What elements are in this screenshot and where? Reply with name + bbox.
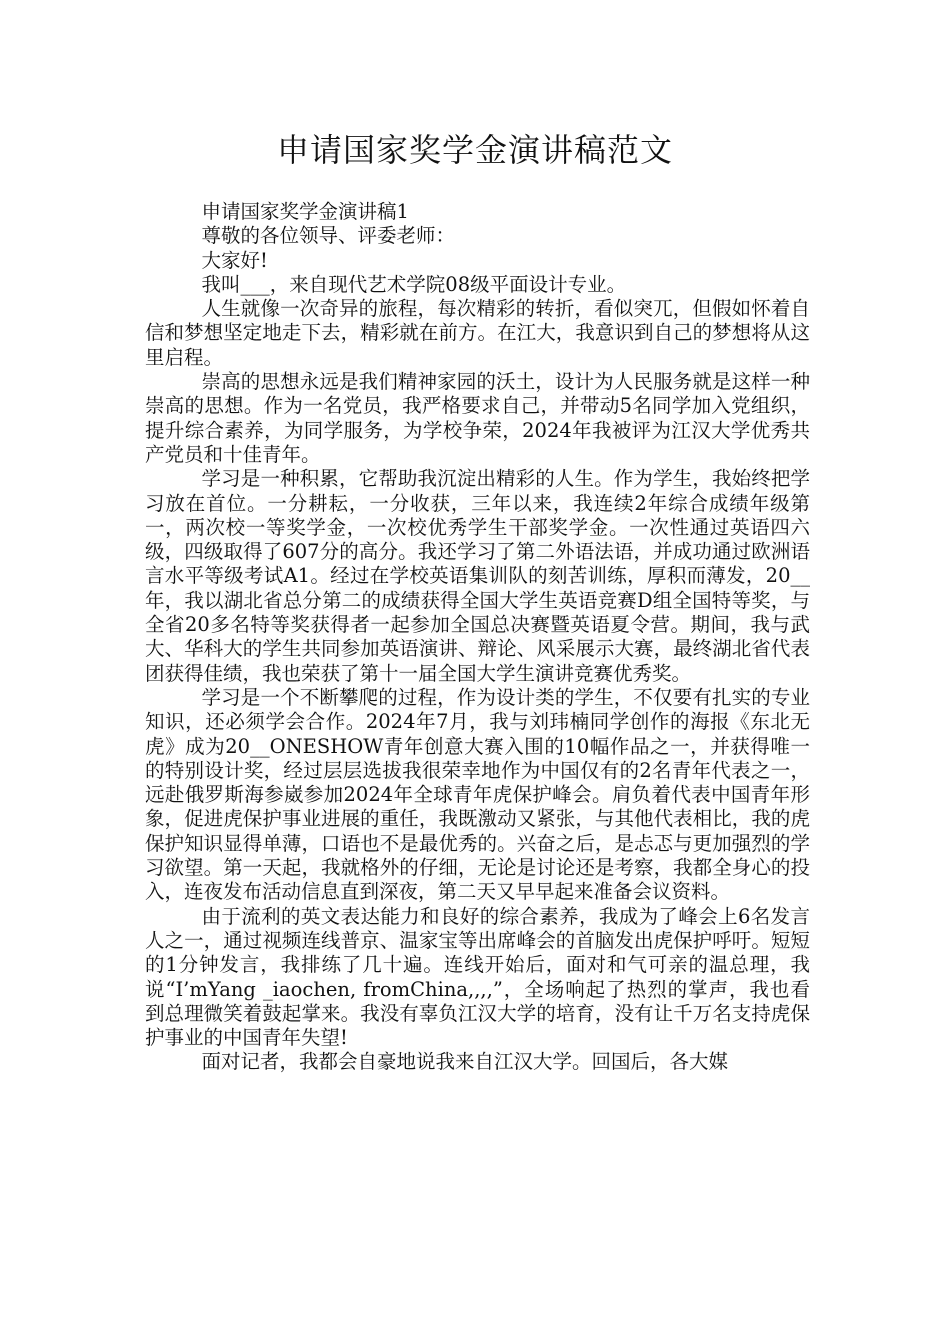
paragraph: 学习是一种积累，它帮助我沉淀出精彩的人生。作为学生，我始终把学习放在首位。一分耕耘，一分收获，三年以来，我连续2年综合成绩年级第一，两次校一等奖学金，一次校优秀学生干部奖学金。一次性通过英语四六级，四级取得了607分的高分。我还学习了第二外语法语，并成功通过欧洲语言水平等级考试A1。经过在学校英语集训队的刻苦训练，厚积而薄发，20__年，我以湖北省总分第二的成绩获得全国大学生英语竞赛D组全国特等奖，与全省20多名特等奖获得者一起参加全国总决赛暨英语夏令营。期间，我与武大、华科大的学生共同参加英语演讲、辩论、风采展示大赛，最终湖北省代表团获得佳绩，我也荣获了第十一届全国大学生演讲竞赛优秀奖。 <box>145 467 810 685</box>
document-title: 申请国家奖学金演讲稿范文 <box>276 131 673 169</box>
paragraph: 崇高的思想永远是我们精神家园的沃土，设计为人民服务就是这样一种崇高的思想。作为一名党员，我严格要求自己，并带动5名同学加入党组织，提升综合素养，为同学服务，为学校争荣，2024年我被评为江汉大学优秀共产党员和十佳青年。 <box>145 370 810 466</box>
paragraph: 学习是一个不断攀爬的过程，作为设计类的学生，不仅要有扎实的专业知识，还必须学会合作。2024年7月，我与刘玮楠同学创作的海报《东北无虎》成为20__ONESHOW青年创意大赛入围的10幅作品之一，并获得唯一的特别设计奖，经过层层选拔我很荣幸地作为中国仅有的2名青年代表之一，远赴俄罗斯海参崴参加2024年全球青年虎保护峰会。肩负着代表中国青年形象，促进虎保护事业进展的重任，我既激动又紧张，与其他代表相比，我的虎保护知识显得单薄，口语也不是最优秀的。兴奋之后，是忐忑与更加强烈的学习欲望。第一天起，我就格外的仔细，无论是讨论还是考察，我都全身心的投入，连夜发布活动信息直到深夜，第二天又早早起来准备会议资料。 <box>145 685 810 904</box>
paragraph: 面对记者，我都会自豪地说我来自江汉大学。回国后，各大媒 <box>201 1050 729 1074</box>
paragraph: 由于流利的英文表达能力和良好的综合素养，我成为了峰会上6名发言人之一，通过视频连线普京、温家宝等出席峰会的首脑发出虎保护呼吁。短短的1分钟发言，我排练了几十遍。连线开始后，面对和气可亲的温总理，我说“I’mYang _iaochen, fromChina,,,,”，全场响起了热烈的掌声，我也看到总理微笑着鼓起掌来。我没有辜负江汉大学的培育，没有让千万名支持虎保护事业的中国青年失望! <box>145 904 810 1050</box>
paragraph-greeting: 大家好! <box>201 248 268 272</box>
document-body <box>145 200 810 1075</box>
paragraph-salutation: 尊敬的各位领导、评委老师： <box>201 224 456 248</box>
paragraph-heading: 申请国家奖学金演讲稿1 <box>201 200 409 223</box>
paragraph: 人生就像一次奇异的旅程，每次精彩的转折，看似突兀，但假如怀着自信和梦想坚定地走下去，精彩就在前方。在江大，我意识到自己的梦想将从这里启程。 <box>145 297 810 369</box>
paragraph-introduction: 我叫___，来自现代艺术学院08级平面设计专业。 <box>201 272 627 296</box>
